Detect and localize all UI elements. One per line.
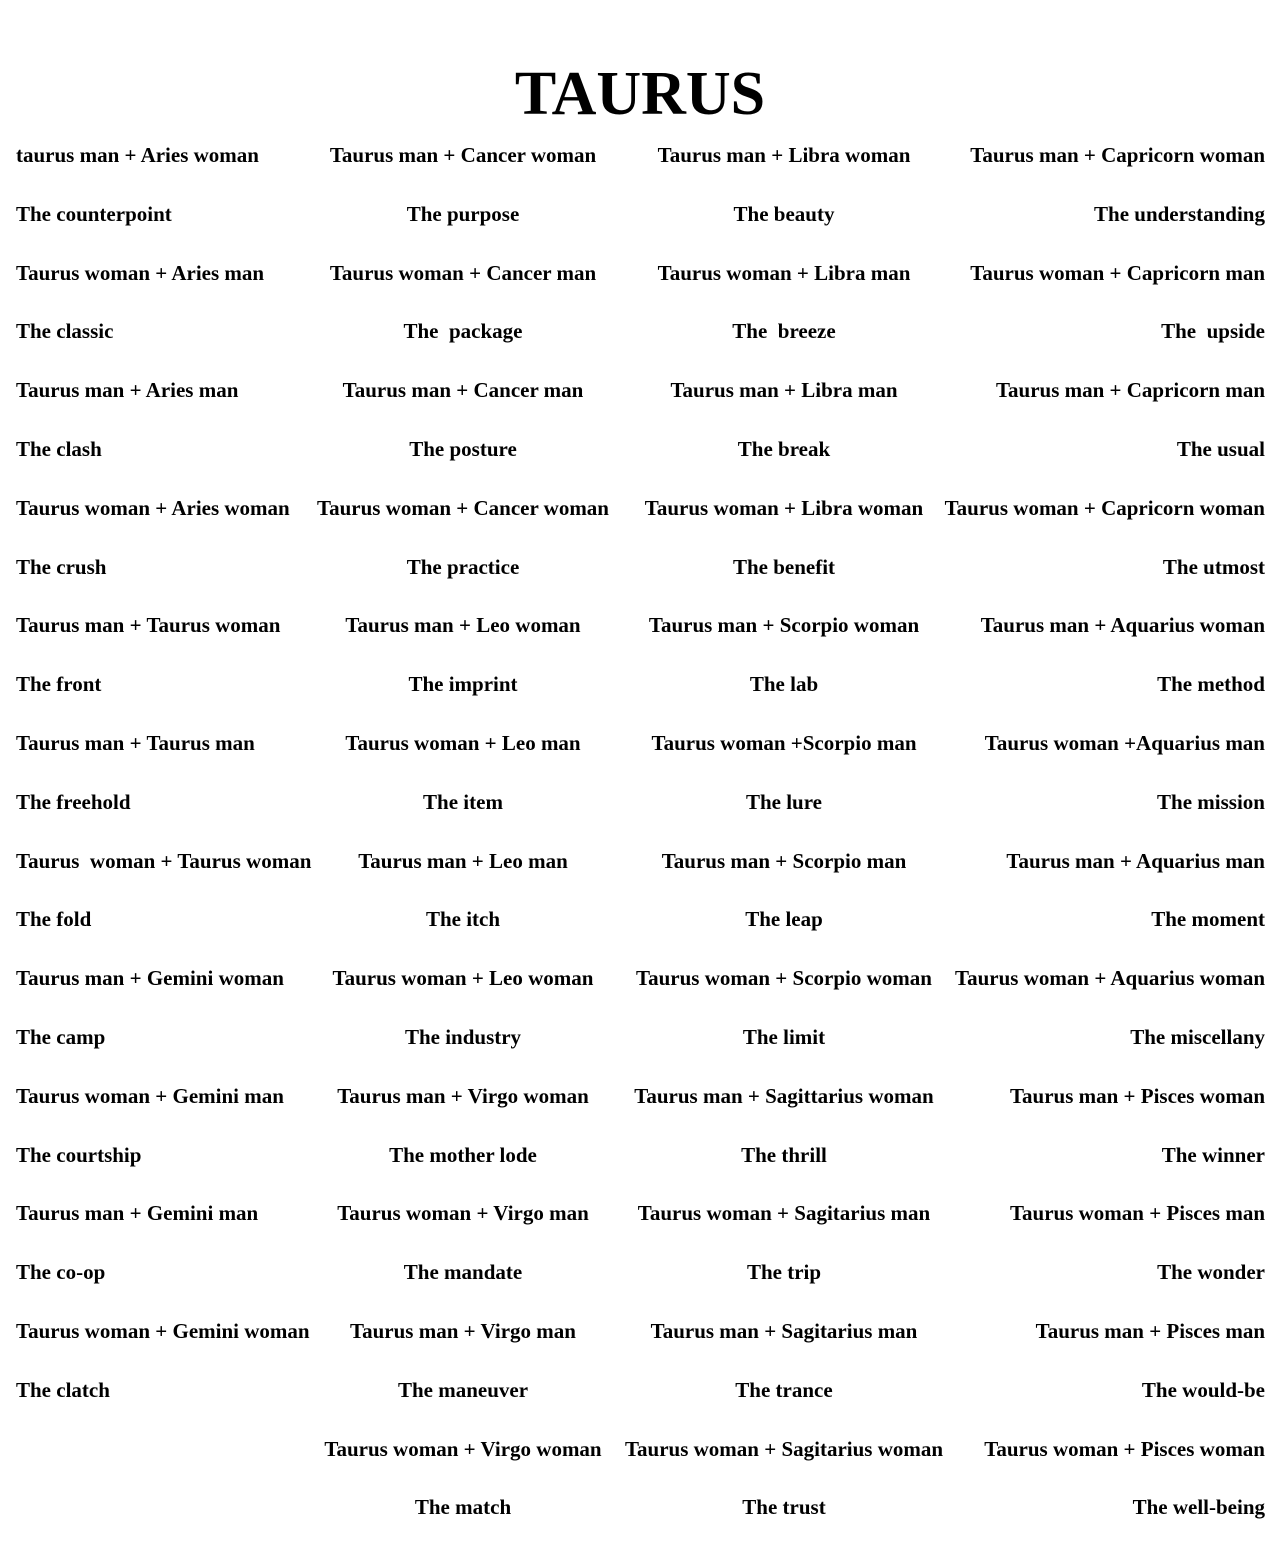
pairing-label: Taurus woman + Pisces man xyxy=(1009,1201,1265,1226)
pairing-label: Taurus man + Sagittarius woman xyxy=(634,1083,934,1108)
pairing-label: Taurus woman + Virgo woman xyxy=(324,1436,602,1461)
pairing-nickname: The classic xyxy=(16,319,114,344)
pairing-nickname: The clatch xyxy=(16,1377,110,1402)
pairing-nickname: The crush xyxy=(16,554,107,579)
column-2 xyxy=(303,136,623,1547)
pairing-nickname: The mandate xyxy=(403,1260,523,1285)
pairing-nickname: The counterpoint xyxy=(16,201,172,226)
pairing-nickname: The benefit xyxy=(732,554,836,579)
pairing-label: Taurus woman +Aquarius man xyxy=(984,730,1265,755)
pairing-label: Taurus man + Aries man xyxy=(16,378,239,403)
pairing-nickname: The mission xyxy=(1157,789,1265,814)
pairing-label: Taurus woman + Cancer man xyxy=(329,260,597,285)
pairing-nickname: The miscellany xyxy=(1130,1024,1265,1049)
pairing-nickname: The moment xyxy=(1151,907,1265,932)
pairing-nickname: The thrill xyxy=(741,1142,827,1167)
pairing-nickname: The mother lode xyxy=(389,1142,537,1167)
pairing-nickname: The purpose xyxy=(406,201,520,226)
pairing-label: Taurus man + Taurus man xyxy=(16,730,255,755)
pairing-label: Taurus man + Leo woman xyxy=(345,613,581,638)
pairing-label: Taurus man + Virgo man xyxy=(350,1318,576,1343)
pairing-nickname: The trust xyxy=(742,1495,826,1520)
pairing-nickname: The imprint xyxy=(408,672,518,697)
pairing-label: Taurus woman + Taurus woman xyxy=(16,848,312,873)
pairing-label: Taurus woman + Capricorn woman xyxy=(944,495,1265,520)
pairing-label: Taurus woman + Capricorn man xyxy=(970,260,1265,285)
column-4 xyxy=(940,136,1265,1547)
pairing-label: Taurus woman + Libra man xyxy=(657,260,911,285)
pairing-label: Taurus man + Scorpio man xyxy=(661,848,907,873)
pairing-label: Taurus woman + Libra woman xyxy=(644,495,924,520)
pairing-nickname: The would-be xyxy=(1141,1377,1265,1402)
pairing-label: Taurus man + Gemini man xyxy=(16,1201,259,1226)
pairing-label: Taurus man + Libra woman xyxy=(657,143,911,167)
pairing-label: Taurus man + Scorpio woman xyxy=(648,613,920,638)
pairing-label: Taurus woman + Aquarius woman xyxy=(955,966,1265,991)
pairing-label: Taurus woman + Gemini man xyxy=(16,1083,284,1108)
pairing-label: Taurus woman + Pisces woman xyxy=(984,1436,1265,1461)
pairing-label: Taurus man + Libra man xyxy=(670,378,898,403)
pairing-label: Taurus man + Cancer woman xyxy=(329,143,597,167)
pairing-label: Taurus woman + Gemini woman xyxy=(16,1318,310,1343)
pairing-nickname: The lab xyxy=(749,672,819,697)
pairing-nickname: The co-op xyxy=(16,1260,106,1285)
pairing-nickname: The clash xyxy=(16,436,102,461)
page-title: TAURUS xyxy=(514,60,766,128)
pairing-nickname: The well-being xyxy=(1132,1495,1265,1520)
pairing-label: Taurus woman + Virgo man xyxy=(337,1201,589,1226)
pairing-nickname: The front xyxy=(16,672,102,697)
pairing-nickname: The match xyxy=(414,1495,512,1520)
pairing-label: Taurus woman + Scorpio woman xyxy=(636,966,932,991)
pairing-label: Taurus woman + Sagitarius woman xyxy=(624,1436,944,1461)
pairing-label: Taurus man + Capricorn woman xyxy=(970,143,1265,167)
pairing-nickname: The breeze xyxy=(732,319,836,344)
pairing-nickname: The lure xyxy=(745,789,823,814)
pairing-nickname: The posture xyxy=(409,436,517,461)
pairing-label: Taurus woman +Scorpio man xyxy=(651,730,917,755)
pairing-label: Taurus woman + Aries man xyxy=(16,260,265,285)
pairing-label: Taurus man + Pisces woman xyxy=(1009,1083,1265,1108)
pairing-nickname: The break xyxy=(737,436,831,461)
pairing-label: Taurus man + Capricorn man xyxy=(995,378,1265,403)
pairing-label: Taurus man + Pisces man xyxy=(1035,1318,1265,1343)
pairing-nickname: The winner xyxy=(1161,1142,1265,1167)
pairing-nickname: The practice xyxy=(406,554,520,579)
pairing-label: Taurus woman + Cancer woman xyxy=(316,495,609,520)
pairing-label: Taurus man + Virgo woman xyxy=(337,1083,589,1108)
pairing-nickname: The limit xyxy=(742,1024,826,1049)
pairing-nickname: The trance xyxy=(735,1377,833,1402)
pairing-label: Taurus man + Taurus woman xyxy=(16,613,281,638)
pairing-nickname: The package xyxy=(403,319,523,344)
pairing-nickname: The itch xyxy=(425,907,501,932)
pairing-nickname: The beauty xyxy=(733,201,835,226)
pairing-label: Taurus man + Leo man xyxy=(358,848,568,873)
pairing-nickname: The trip xyxy=(746,1260,822,1285)
pairing-label: Taurus woman + Leo man xyxy=(345,730,581,755)
pairing-nickname: The camp xyxy=(16,1024,106,1049)
pairing-label: Taurus woman + Leo woman xyxy=(332,966,594,991)
pairing-label: Taurus woman + Sagitarius man xyxy=(637,1201,931,1226)
pairing-label: Taurus man + Aquarius woman xyxy=(980,613,1265,638)
pairing-nickname: The utmost xyxy=(1162,554,1265,579)
pairing-nickname: The fold xyxy=(16,907,92,932)
pairing-nickname: The industry xyxy=(404,1024,522,1049)
pairing-nickname: The leap xyxy=(745,907,823,932)
pairing-label: Taurus woman + Aries woman xyxy=(16,495,290,520)
pairing-label: Taurus man + Gemini woman xyxy=(16,966,284,991)
pairing-nickname: The method xyxy=(1157,672,1265,697)
pairing-nickname: The usual xyxy=(1176,436,1265,461)
pairing-label: Taurus man + Cancer man xyxy=(342,378,584,403)
pairing-nickname: The freehold xyxy=(16,789,131,814)
pairing-nickname: The wonder xyxy=(1157,1260,1265,1285)
column-1 xyxy=(16,136,316,1430)
pairing-nickname: The item xyxy=(423,789,503,814)
pairing-label: Taurus man + Aquarius man xyxy=(1006,848,1265,873)
pairing-nickname: The maneuver xyxy=(397,1377,529,1402)
column-3 xyxy=(624,136,944,1547)
pairing-nickname: The upside xyxy=(1161,319,1265,344)
pairing-nickname: The understanding xyxy=(1094,201,1265,226)
pairing-nickname: The courtship xyxy=(16,1142,142,1167)
pairing-label: taurus man + Aries woman xyxy=(16,143,259,167)
pairing-label: Taurus man + Sagitarius man xyxy=(650,1318,918,1343)
